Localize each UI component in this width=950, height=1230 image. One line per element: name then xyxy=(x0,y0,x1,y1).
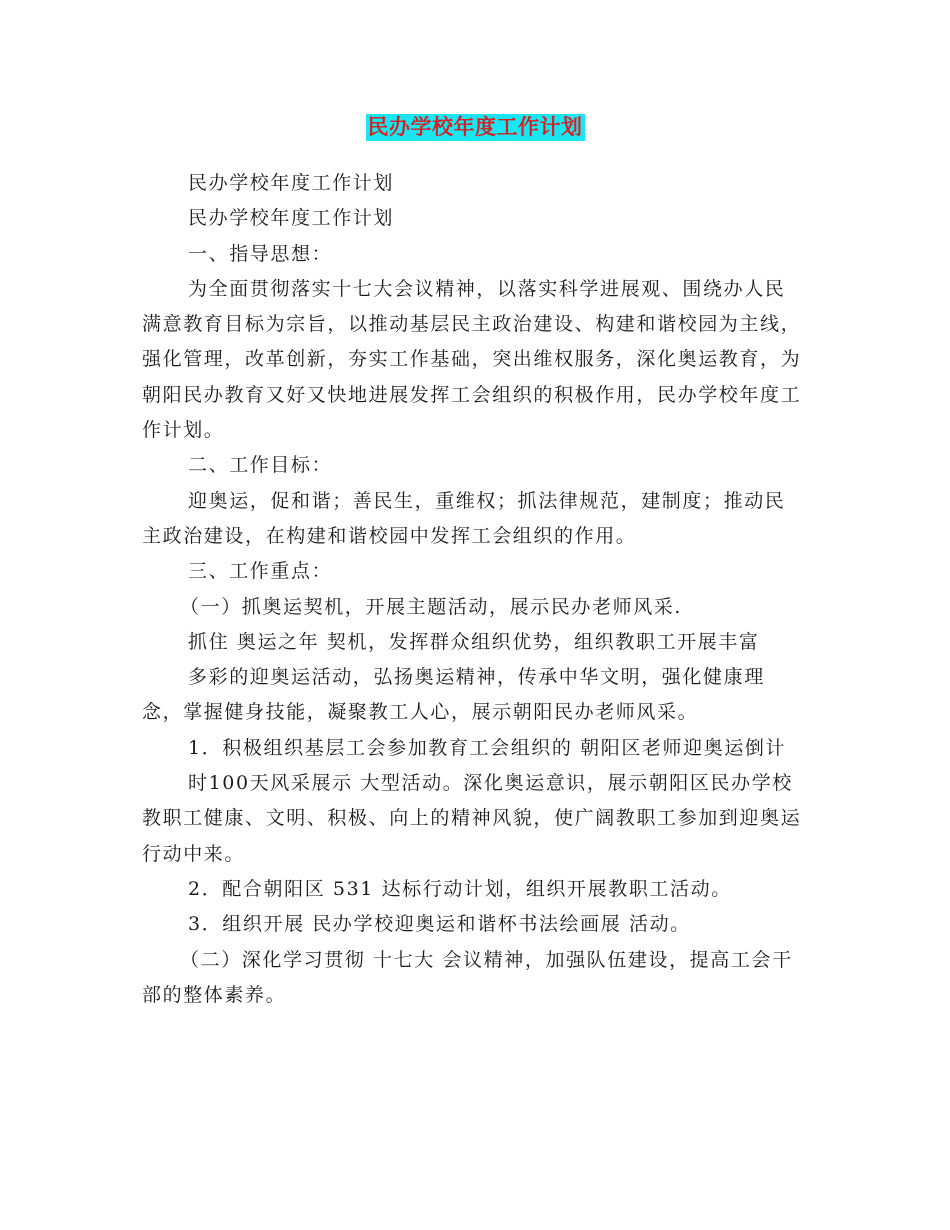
heading-work-goals: 二、工作目标： xyxy=(188,454,333,477)
document-body xyxy=(142,166,804,1013)
list-item-2: 2．配合朝阳区 531 达标行动计划，组织开展教职工活动。 xyxy=(188,877,732,900)
paragraph-work-goals: 迎奥运，促和谐；善民生，重维权；抓法律规范，建制度；推动民主政治建设，在构建和谐校园中发挥工会组织的作用。 xyxy=(142,489,786,547)
paragraph-subtitle-2: 民办学校年度工作计划 xyxy=(188,207,395,230)
list-item-1-start: 1．积极组织基层工会参加教育工会组织的 朝阳区老师迎奥运倒计 xyxy=(188,736,787,759)
paragraph-subtitle-1: 民办学校年度工作计划 xyxy=(188,172,395,194)
subheading-study-congress: （二）深化学习贯彻 十七大 会议精神，加强队伍建设，提高工会干部的整体素养。 xyxy=(142,948,793,1006)
paragraph-olympic-line-2: 多彩的迎奥运活动，弘扬奥运精神，传承中华文明，强化健康理念，掌握健身技能，凝聚教工人心，展示朝阳民办老师风采。 xyxy=(142,666,765,724)
document-title: 民办学校年度工作计划 xyxy=(367,115,583,139)
list-item-3: 3．组织开展 民办学校迎奥运和谐杯书法绘画展 活动。 xyxy=(188,913,691,936)
title-container xyxy=(0,114,950,141)
paragraph-olympic-line-1: 抓住 奥运之年 契机，发挥群众组织优势，组织教职工开展丰富 xyxy=(188,630,760,653)
list-item-1-continued: 时100天风采展示 大型活动。深化奥运意识，展示朝阳区民办学校教职工健康、文明、积极、向上的精神风貌，使广阔教职工参加到迎奥运 行动中来。 xyxy=(142,772,802,865)
heading-work-focus: 三、工作重点： xyxy=(188,560,333,583)
paragraph-guiding-ideology: 为全面贯彻落实十七大会议精神，以落实科学进展观、围绕办人民满意教育目标为宗旨，以推动基层民主政治建设、构建和谐校园为主线，强化管理，改革创新，夯实工作基础，突出维权服务，深化奥运教育，为朝阳民办教育又好又快地进展发挥工会组织的积极作用，民办学校年度工作计划。 xyxy=(142,277,802,442)
heading-guiding-ideology: 一、指导思想： xyxy=(188,242,333,265)
subheading-olympic-activities: （一）抓奥运契机，开展主题活动，展示民办老师风采. xyxy=(180,595,683,618)
